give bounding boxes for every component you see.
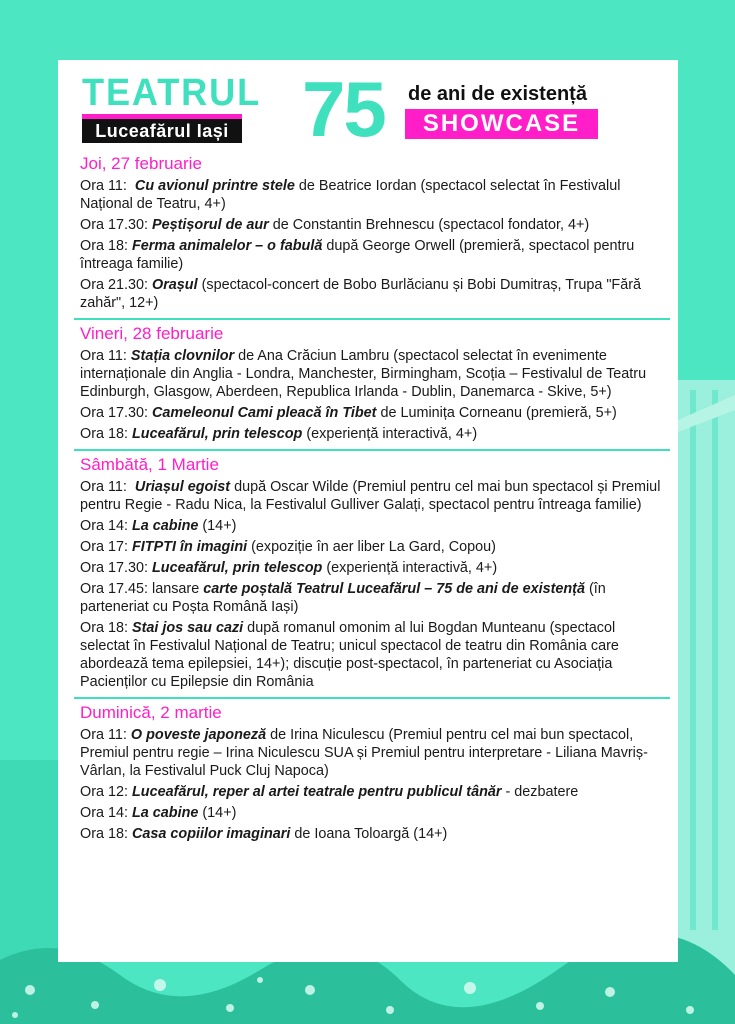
event-details: (14+)	[198, 805, 237, 821]
day-section	[80, 324, 664, 443]
program-card	[58, 60, 678, 962]
event-title: Luceafărul, prin telescop	[152, 560, 323, 576]
event-time: Ora 14:	[80, 518, 132, 534]
event-details: după George Orwell (premieră, spectacol pentru întreaga familie)	[80, 238, 635, 272]
event-title: Ferma animalelor – o fabulă	[132, 238, 323, 254]
event-time: Ora 11:	[80, 348, 131, 364]
section-divider	[74, 449, 670, 451]
event-title: Orașul	[152, 277, 198, 293]
anniversary-number: 75	[302, 65, 385, 153]
event-details: (expoziție în aer liber La Gard, Copou)	[247, 539, 496, 555]
event-item	[80, 825, 664, 843]
event-time: Ora 11:	[80, 178, 135, 194]
event-title: La cabine	[132, 518, 199, 534]
event-title: Casa copiilor imaginari	[132, 826, 291, 842]
event-title: FITPTI în imagini	[132, 539, 248, 555]
event-time: Ora 11:	[80, 479, 135, 495]
event-item	[80, 619, 664, 691]
event-title: Luceafărul, reper al artei teatrale pentru publicul tânăr	[132, 784, 502, 800]
event-details: (experiență interactivă, 4+)	[302, 426, 478, 442]
event-item	[80, 783, 664, 801]
event-time: Ora 11:	[80, 727, 131, 743]
section-divider	[74, 697, 670, 699]
event-item	[80, 580, 664, 616]
day-title: Sâmbătă, 1 Martie	[80, 455, 219, 474]
anniversary-text: de ani de existență	[408, 83, 587, 105]
event-time: Ora 18:	[80, 826, 132, 842]
event-time: Ora 21.30:	[80, 277, 152, 293]
event-details: de Beatrice Iordan (spectacol selectat în Festivalul Național de Teatru, 4+)	[80, 178, 621, 212]
event-time: Ora 17.30:	[80, 560, 152, 576]
event-details: (în parteneriat cu Poșta Română Iași)	[80, 581, 606, 615]
event-details: de Ioana Toloargă (14+)	[290, 826, 448, 842]
event-details: de Constantin Brehnescu (spectacol fondator, 4+)	[268, 217, 590, 233]
event-time: Ora 18:	[80, 426, 132, 442]
event-item	[80, 216, 664, 234]
event-title: Stai jos sau cazi	[132, 620, 244, 636]
event-title: La cabine	[132, 805, 199, 821]
event-details: după Oscar Wilde (Premiul pentru cel mai bun spectacol și Premiul pentru Regie - Radu Nica, la Festivalul Gulliver Galați, spectacol pentru întreaga familie)	[80, 479, 661, 513]
event-title: Cameleonul Cami pleacă în Tibet	[152, 405, 377, 421]
event-time: Ora 17:	[80, 539, 132, 555]
event-time: Ora 18:	[80, 620, 132, 636]
day-section	[80, 154, 664, 312]
event-item	[80, 276, 664, 312]
event-details: (14+)	[198, 518, 237, 534]
day-title: Joi, 27 februarie	[80, 154, 202, 173]
event-item	[80, 177, 664, 213]
event-details: după romanul omonim al lui Bogdan Munteanu (spectacol selectat în Festivalul Național de Teatru; unicul spectacol de teatru din România care abordează tema epilepsiei, 14+); discuție post-spectacol, în parteneriat cu Asociația Pacienților cu Epilepsie din România	[80, 620, 619, 690]
event-item	[80, 517, 664, 535]
event-title: Peștișorul de aur	[152, 217, 269, 233]
event-title: Luceafărul, prin telescop	[132, 426, 303, 442]
section-divider	[74, 318, 670, 320]
day-title: Vineri, 28 februarie	[80, 324, 224, 343]
event-item	[80, 538, 664, 556]
schedule	[80, 150, 664, 843]
event-item	[80, 347, 664, 401]
event-title: Uriașul egoist	[134, 479, 231, 495]
event-title: O poveste japoneză	[130, 727, 267, 743]
event-item	[80, 804, 664, 822]
theatre-logo	[82, 72, 262, 143]
event-details: (experiență interactivă, 4+)	[322, 560, 498, 576]
showcase-banner: SHOWCASE	[405, 109, 598, 139]
event-time: Ora 14:	[80, 805, 132, 821]
event-title: Stația clovnilor	[130, 348, 235, 364]
event-item	[80, 559, 664, 577]
event-details: de Luminița Corneanu (premieră, 5+)	[376, 405, 617, 421]
event-item	[80, 404, 664, 422]
event-title: carte poștală Teatrul Luceafărul – 75 de ani de existență	[203, 581, 585, 597]
day-section	[80, 703, 664, 843]
event-item	[80, 425, 664, 443]
event-details: (spectacol-concert de Bobo Burlăcianu și Bobi Dumitraș, Trupa "Fără zahăr", 12+)	[80, 277, 642, 311]
day-title: Duminică, 2 martie	[80, 703, 222, 722]
event-time: Ora 17.30:	[80, 405, 152, 421]
event-time: Ora 18:	[80, 238, 132, 254]
day-section	[80, 455, 664, 691]
event-details: de Ana Crăciun Lambru (spectacol selectat în evenimente internaționale din Anglia - Londra, Manchester, Birmingham, Scoția – Festivalul de Teatru Edinburgh, Glasgow, Aberdeen, Republica Irlanda - Dublin, Danemarca - Skive, 5+)	[80, 348, 647, 400]
event-details: - dezbatere	[501, 784, 579, 800]
event-item	[80, 237, 664, 273]
logo-word: TEATRUL	[82, 72, 262, 114]
event-details: de Irina Niculescu (Premiul pentru cel mai bun spectacol, Premiul pentru regie – Irina Niculescu SUA și Premiul pentru interpretare - Liliana Mavriș-Vârlan, la Festivalul Puck Cluj Napoca)	[80, 727, 648, 779]
event-time: Ora 17.30:	[80, 217, 152, 233]
logo-subtitle: Luceafărul Iași	[82, 119, 242, 143]
event-item	[80, 726, 664, 780]
event-item	[80, 478, 664, 514]
event-time: Ora 12:	[80, 784, 132, 800]
event-time: Ora 17.45: lansare	[80, 581, 204, 597]
event-title: Cu avionul printre stele	[134, 178, 295, 194]
